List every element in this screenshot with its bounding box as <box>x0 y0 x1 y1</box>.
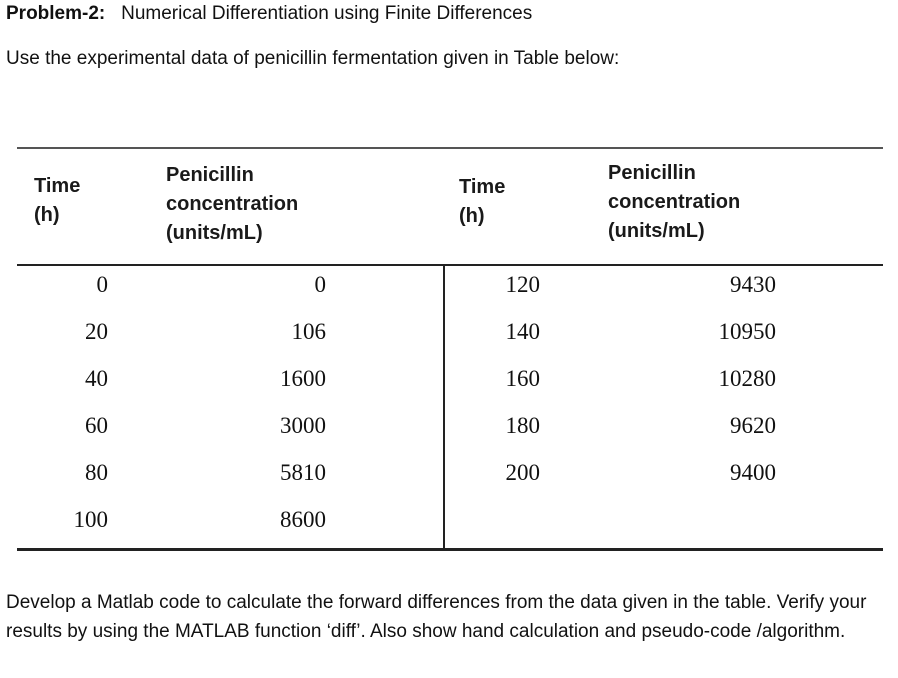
table-cell-time: 180 <box>505 413 540 438</box>
table-cell-concentration: 9620 <box>730 413 776 438</box>
table-cell-concentration: 9430 <box>730 272 776 297</box>
table-cell-time: 80 <box>85 460 108 485</box>
table-cell-time: 20 <box>85 319 108 344</box>
problem-label: Problem-2 <box>6 3 99 24</box>
table-cell-concentration: 0 <box>314 272 326 297</box>
table-cell-time: 140 <box>505 319 540 344</box>
header-concentration-right: Penicillin concentration (units/mL) <box>608 162 741 242</box>
table-column-divider <box>443 264 445 550</box>
intro-text: Use the experimental data of penicillin fermentation given in Table below: <box>6 48 620 69</box>
table-cell-time: 200 <box>505 460 540 485</box>
header-time-right: Time (h) <box>459 176 506 227</box>
table-cell-time: 40 <box>85 366 108 391</box>
table-cell-concentration: 106 <box>291 319 326 344</box>
table-cell-concentration: 9400 <box>730 460 776 485</box>
table-cell-concentration: 3000 <box>280 413 326 438</box>
problem-title: Numerical Differentiation using Finite Differences <box>121 3 533 24</box>
table-bottom-rule <box>17 548 883 551</box>
table-cell-time: 120 <box>505 272 540 297</box>
table-cell-time: 0 <box>96 272 108 297</box>
table-top-rule <box>17 147 883 149</box>
table-cell-time: 100 <box>73 507 108 532</box>
header-time-left: Time (h) <box>34 175 81 226</box>
table-cell-time: 160 <box>505 366 540 391</box>
task-text: Develop a Matlab code to calculate the forward differences from the data given in the table. Verify your results by using the MATLAB function ‘diff’. Also show hand calculation and pseudo-code /algorithm. <box>6 592 867 642</box>
table-cell-concentration: 10280 <box>718 366 776 391</box>
table-cell-time: 60 <box>85 413 108 438</box>
table-cell-concentration: 8600 <box>280 507 326 532</box>
problem-heading: Problem-2: Numerical Differentiation using Finite Differences <box>6 3 533 24</box>
table-cell-concentration: 5810 <box>280 460 326 485</box>
table-header-rule <box>17 264 883 266</box>
header-concentration-left: Penicillin concentration (units/mL) <box>166 164 299 244</box>
table-cell-concentration: 10950 <box>718 319 776 344</box>
table-cell-concentration: 1600 <box>280 366 326 391</box>
